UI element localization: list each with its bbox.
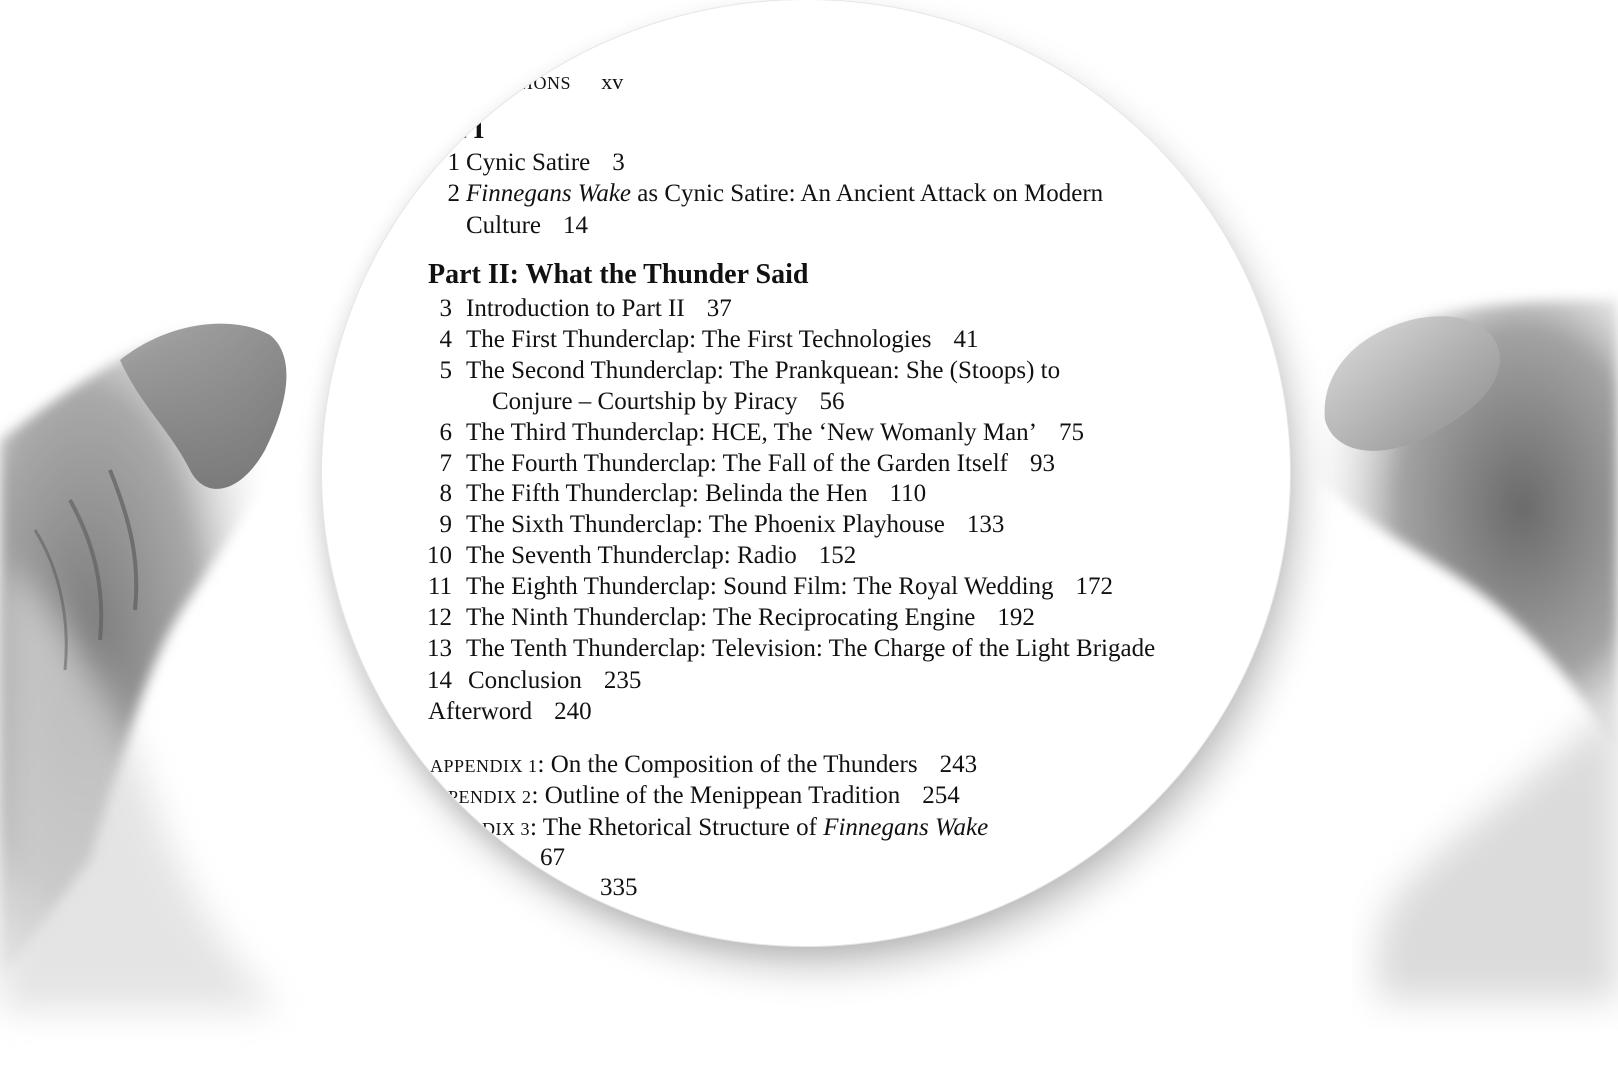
entry-page: 235 xyxy=(603,667,642,694)
appendix-label: APPENDIX 1 xyxy=(430,756,538,776)
entry-number: 10 xyxy=(427,542,452,569)
entry-number: 8 xyxy=(439,480,452,507)
entry-number: 12 xyxy=(427,604,452,631)
entry-page: 37 xyxy=(706,295,732,322)
entry-number: 3 xyxy=(439,295,452,322)
entry-title: The Fourth Thunderclap: The Fall of the Garden Itself 93 xyxy=(466,450,1055,477)
entry-number: 11 xyxy=(427,573,452,600)
entry-page: 133 xyxy=(966,511,1005,538)
entry-page: 41 xyxy=(953,326,979,353)
entry-page: 172 xyxy=(1075,573,1114,600)
entry-title: The Seventh Thunderclap: Radio 152 xyxy=(466,542,857,569)
entry-page: 56 xyxy=(819,388,845,415)
entry-title: Conclusion 235 xyxy=(468,667,642,694)
entry-title: The Ninth Thunderclap: The Reciprocating Engine 192 xyxy=(466,604,1035,631)
entry-title: Cynic Satire 3 xyxy=(466,149,625,176)
entry-number: 5 xyxy=(439,357,452,384)
cutoff-fragment: 67 xyxy=(540,844,565,871)
entry-number: 1 xyxy=(447,149,460,176)
entry-number: 2 xyxy=(447,180,460,207)
entry-page: 110 xyxy=(889,480,927,507)
entry-page: 192 xyxy=(997,604,1035,631)
entry-page: 3 xyxy=(612,149,625,176)
entry-title: Finnegans Wake as Cynic Satire: An Ancient Attack on Modern xyxy=(466,180,1104,207)
entry-page: 243 xyxy=(939,751,978,778)
running-header xyxy=(522,66,623,99)
magnifier-lens xyxy=(322,0,1290,946)
left-thumb xyxy=(0,318,291,1010)
entry-title: The Sixth Thunderclap: The Phoenix Playhouse 133 xyxy=(466,511,1005,538)
entry-title: The Third Thunderclap: HCE, The ‘New Womanly Man’ 75 xyxy=(466,419,1085,446)
entry-title: Introduction to Part II 37 xyxy=(466,295,732,322)
appendix-entry[interactable]: DIX 3: The Rhetorical Structure of Finnegans Wake xyxy=(482,814,989,841)
entry-page: 14 xyxy=(563,212,588,239)
table-of-contents xyxy=(322,0,1290,946)
entry-page: 254 xyxy=(922,782,960,809)
header-page-numeral: xv xyxy=(601,69,624,94)
entry-number: 6 xyxy=(439,419,452,446)
appendix-entry[interactable]: PENDIX 2: Outline of the Menippean Tradition 254 xyxy=(448,782,960,809)
entry-title: The Fifth Thunderclap: Belinda the Hen 110 xyxy=(466,480,927,507)
entry-number: 13 xyxy=(427,635,452,662)
entry-page: 93 xyxy=(1029,450,1055,477)
appendix-entry[interactable]: APPENDIX 1: On the Composition of the Thunders 243 xyxy=(430,751,978,778)
cutoff-fragment: 335 xyxy=(600,874,638,901)
afterword-entry[interactable]: Afterword 240 xyxy=(428,698,592,725)
part-2-heading: Part II: What the Thunder Said xyxy=(428,259,809,290)
entry-number: 14 xyxy=(427,667,452,694)
entry-page: 240 xyxy=(554,698,592,725)
entry-number: 9 xyxy=(439,511,452,538)
entry-title: The Eighth Thunderclap: Sound Film: The Royal Wedding 172 xyxy=(466,573,1114,600)
entry-title: The Tenth Thunderclap: Television: The Charge of the Light Brigade xyxy=(466,635,1156,662)
entry-title-continued: Conjure – Courtship by Piracy 56 xyxy=(492,388,845,415)
entry-number: 4 xyxy=(439,326,452,353)
right-thumb xyxy=(1298,300,1618,1000)
entry-title: The First Thunderclap: The First Technologies 41 xyxy=(466,326,979,353)
appendix-label: PENDIX 2 xyxy=(448,787,532,807)
part-1-heading: t I xyxy=(457,114,485,145)
entry-page: 152 xyxy=(818,542,857,569)
header-fragment: .IONS xyxy=(522,73,572,93)
appendix-label: DIX 3 xyxy=(482,819,530,839)
entry-page: 75 xyxy=(1059,419,1085,446)
entry-number: 7 xyxy=(439,450,452,477)
entry-title-continued: Culture 14 xyxy=(466,212,588,239)
entry-title: The Second Thunderclap: The Prankquean: She (Stoops) to xyxy=(466,357,1061,384)
